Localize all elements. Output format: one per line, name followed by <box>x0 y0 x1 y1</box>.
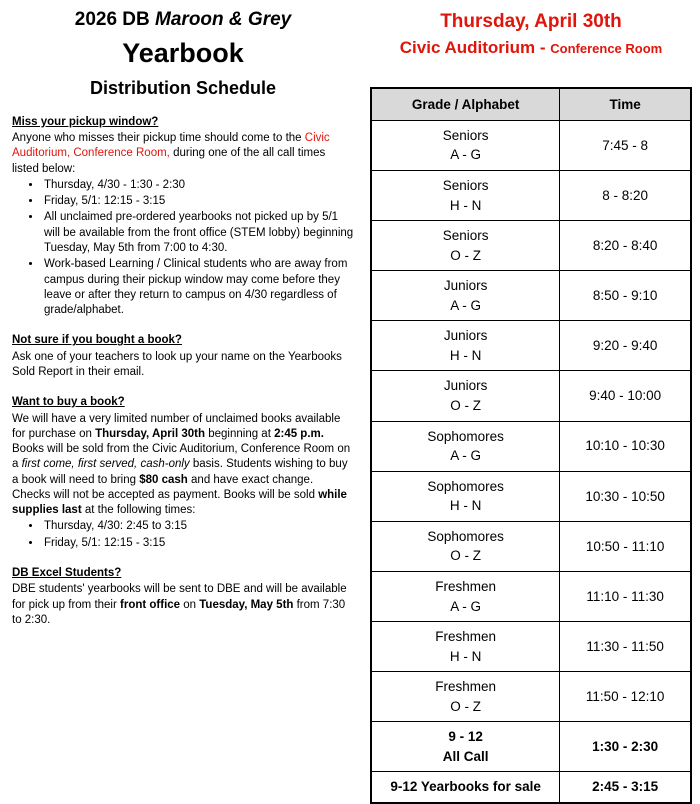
text-segment: Thursday, April 30th <box>95 427 206 440</box>
section-pickup-window-heading: Miss your pickup window? <box>12 115 159 128</box>
text-segment: beginning at <box>205 427 275 440</box>
schedule-column <box>364 6 694 800</box>
time-column-header: Time <box>560 88 691 121</box>
grade-alphabet-column-header: Grade / Alphabet <box>371 88 560 121</box>
text-segment: and have exact change. Checks will not be accepted as payment. Books will be sold <box>12 473 319 501</box>
bullet-item <box>42 194 354 209</box>
grade-alphabet-cell: Sophomores O - Z <box>371 521 560 571</box>
text-segment: Friday, 5/1: 12:15 - 3:15 <box>44 536 166 549</box>
time-cell: 10:10 - 10:30 <box>560 421 691 471</box>
grade-alphabet-cell: Seniors O - Z <box>371 221 560 271</box>
time-cell: 1:30 - 2:30 <box>560 722 691 772</box>
text-segment: Books will be sold from the Civic Auditorium, Conference Room on a <box>12 443 351 471</box>
section-db-excel-paragraph <box>12 582 354 628</box>
grade-alphabet-cell: Seniors H - N <box>371 170 560 220</box>
section-bought-a-book <box>12 333 354 380</box>
text-segment: basis. Students wishing to buy a book will need to bring <box>12 458 348 486</box>
bullet-item <box>42 257 354 318</box>
text-segment: during one of the all call times listed below: <box>12 147 326 175</box>
schedule-date-heading: Thursday, April 30th <box>440 11 622 32</box>
page-title-line2: Yearbook <box>122 37 244 68</box>
bullet-item <box>42 519 354 534</box>
bullet-item <box>42 536 354 551</box>
time-cell: 10:50 - 11:10 <box>560 521 691 571</box>
text-segment: Thursday, 4/30 - 1:30 - 2:30 <box>44 178 186 191</box>
title-block <box>12 8 354 100</box>
schedule-table-row <box>371 772 691 803</box>
grade-alphabet-cell: Sophomores A - G <box>371 421 560 471</box>
text-segment: Civic Auditorium, Conference Room, <box>12 132 330 160</box>
time-cell: 8 - 8:20 <box>560 170 691 220</box>
grade-alphabet-cell: Juniors O - Z <box>371 371 560 421</box>
schedule-table-row <box>371 421 691 471</box>
text-segment: at the following times: <box>81 504 196 517</box>
schedule-table-row <box>371 120 691 170</box>
location-main-label: Civic Auditorium - <box>399 37 551 57</box>
time-cell: 2:45 - 3:15 <box>560 772 691 803</box>
pickup-window-bullet-list <box>12 178 354 319</box>
text-segment: from 7:30 to 2:30. <box>12 598 346 626</box>
text-segment: All unclaimed pre-ordered yearbooks not picked up by 5/1 will be available from the front office (STEM lobby) beginning Tuesday, May 5th from 7:00 to 4:30. <box>44 211 354 254</box>
grade-alphabet-cell: Sophomores H - N <box>371 471 560 521</box>
time-cell: 11:50 - 12:10 <box>560 672 691 722</box>
section-db-excel-heading: DB Excel Students? <box>12 567 122 580</box>
grade-alphabet-cell: Juniors H - N <box>371 321 560 371</box>
text-segment: while supplies last <box>12 488 347 517</box>
info-column <box>8 6 364 800</box>
section-db-excel <box>12 566 354 628</box>
schedule-table-row <box>371 271 691 321</box>
bullet-item <box>42 178 354 193</box>
location-room-label: Conference Room <box>550 40 663 56</box>
table-header-row <box>371 88 691 121</box>
text-segment: on <box>180 598 200 611</box>
schedule-table-row <box>371 521 691 571</box>
grade-alphabet-cell: 9-12 Yearbooks for sale <box>371 772 560 803</box>
schedule-location-heading <box>370 37 692 59</box>
section-bought-a-book-paragraph <box>12 350 354 381</box>
schedule-table-head <box>371 88 691 121</box>
grade-alphabet-cell: Freshmen A - G <box>371 571 560 621</box>
schedule-table <box>370 87 692 804</box>
text-segment: Thursday, 4/30: 2:45 to 3:15 <box>44 520 187 533</box>
grade-alphabet-cell: Freshmen H - N <box>371 622 560 672</box>
page-title-line1 <box>12 8 354 32</box>
schedule-table-row <box>371 622 691 672</box>
time-cell: 11:10 - 11:30 <box>560 571 691 621</box>
grade-alphabet-cell: 9 - 12 All Call <box>371 722 560 772</box>
schedule-table-row <box>371 471 691 521</box>
schedule-table-row <box>371 170 691 220</box>
text-segment: first come, first served, cash-only <box>21 458 190 471</box>
page-title-line3: Distribution Schedule <box>89 78 276 99</box>
text-segment: front office <box>120 598 181 611</box>
schedule-table-row <box>371 321 691 371</box>
section-pickup-window-paragraph <box>12 131 354 177</box>
text-segment: Work-based Learning / Clinical students who are away from campus during their pickup window may come before they leave or after they return to campus on 4/30 regardless of grade/alphabet. <box>44 258 348 317</box>
text-segment: Anyone who misses their pickup time should come to the <box>12 132 305 145</box>
schedule-table-row <box>371 672 691 722</box>
buy-a-book-bullet-list <box>12 519 354 551</box>
section-bought-a-book-heading: Not sure if you bought a book? <box>12 334 182 347</box>
time-cell: 8:20 - 8:40 <box>560 221 691 271</box>
grade-alphabet-cell: Freshmen O - Z <box>371 672 560 722</box>
schedule-table-row <box>371 722 691 772</box>
text-segment: Ask one of your teachers to look up your name on the Yearbooks Sold Report in their email. <box>12 350 342 378</box>
time-cell: 11:30 - 11:50 <box>560 622 691 672</box>
time-cell: 9:20 - 9:40 <box>560 321 691 371</box>
text-segment: $80 cash <box>139 473 188 486</box>
schedule-table-body <box>371 120 691 803</box>
time-cell: 9:40 - 10:00 <box>560 371 691 421</box>
section-buy-a-book-heading: Want to buy a book? <box>12 396 125 409</box>
text-segment: 2026 DB <box>74 9 156 30</box>
schedule-header <box>370 6 692 59</box>
grade-alphabet-cell: Seniors A - G <box>371 120 560 170</box>
bullet-item <box>42 210 354 256</box>
text-segment: Tuesday, May 5th <box>199 598 294 611</box>
schedule-table-row <box>371 221 691 271</box>
text-segment: We will have a very limited number of unclaimed books available for purchase on <box>12 412 341 440</box>
schedule-table-row <box>371 371 691 421</box>
grade-alphabet-cell: Juniors A - G <box>371 271 560 321</box>
time-cell: 10:30 - 10:50 <box>560 471 691 521</box>
text-segment: 2:45 p.m. <box>274 427 324 440</box>
section-buy-a-book-paragraph <box>12 412 354 519</box>
text-segment: Friday, 5/1: 12:15 - 3:15 <box>44 195 166 208</box>
time-cell: 8:50 - 9:10 <box>560 271 691 321</box>
text-segment: Maroon & Grey <box>155 9 292 30</box>
schedule-table-row <box>371 571 691 621</box>
section-pickup-window <box>12 115 354 319</box>
time-cell: 7:45 - 8 <box>560 120 691 170</box>
section-buy-a-book <box>12 395 354 551</box>
text-segment: DBE students' yearbooks will be sent to DBE and will be available for pick up from their <box>12 583 347 611</box>
